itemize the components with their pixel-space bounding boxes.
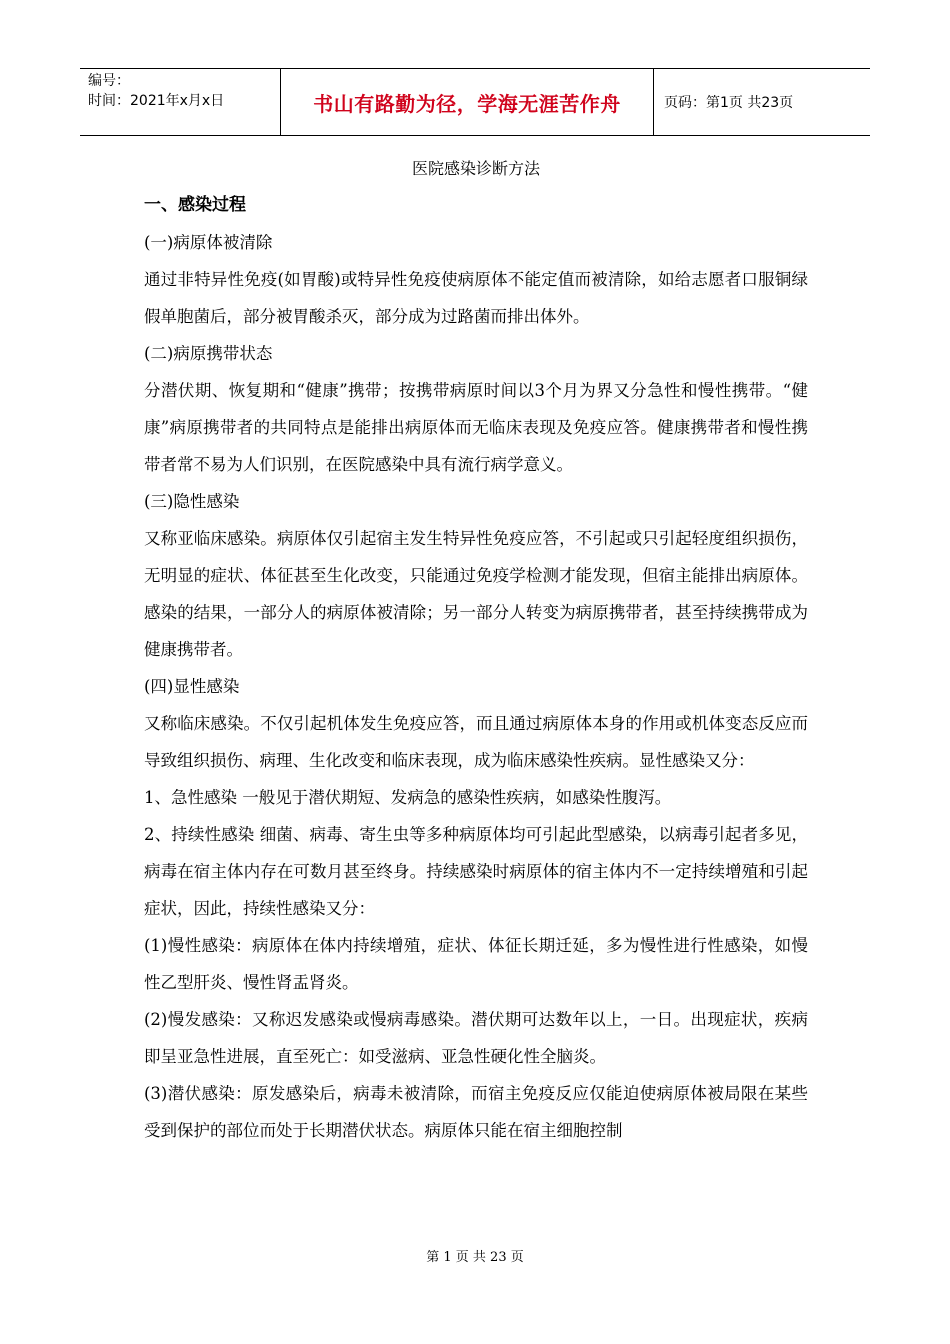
paragraph: 又称临床感染。不仅引起机体发生免疫应答，而且通过病原体本身的作用或机体变态反应而导致组织损伤、病理、生化改变和临床表现，成为临床感染性疾病。显性感染又分： [144,714,808,770]
paragraph: 分潜伏期、恢复期和“健康”携带；按携带病原时间以3个月为界又分急性和慢性携带。“健康”病原携带者的共同特点是能排出病原体而无临床表现及免疫应答。健康携带者和慢性携带者常不易为人们识别，在医院感染中具有流行病学意义。 [144,381,808,474]
document-body [144,152,808,1149]
paragraph: 1、急性感染 一般见于潜伏期短、发病急的感染性疾病，如感染性腹泻。 [144,788,672,807]
date-label: 时间：2021年x月x日 [88,93,225,109]
paragraph: (2)慢发感染：又称迟发感染或慢病毒感染。潜伏期可达数年以上，一日。出现症状，疾病即呈亚急性进展，直至死亡：如受滋病、亚急性硬化性全脑炎。 [144,1010,808,1066]
header-info-cell [80,69,281,135]
paragraph: (二)病原携带状态 [144,344,273,363]
paragraph: (四)显性感染 [144,677,240,696]
paragraph: (1)慢性感染：病原体在体内持续增殖，症状、体征长期迁延，多为慢性进行性感染，如慢性乙型肝炎、慢性肾盂肾炎。 [144,936,808,992]
paragraph: 2、持续性感染 细菌、病毒、寄生虫等多种病原体均可引起此型感染，以病毒引起者多见，病毒在宿主体内存在可数月甚至终身。持续感染时病原体的宿主体内不一定持续增殖和引起症状，因此，持续性感染又分： [144,825,808,918]
page-footer [0,1246,950,1265]
paragraph: 通过非特异性免疫(如胃酸)或特异性免疫使病原体不能定值而被清除，如给志愿者口服铜绿假单胞菌后，部分被胃酸杀灭，部分成为过路菌而排出体外。 [144,270,808,326]
number-label: 编号： [88,73,130,89]
page-info-cell [654,69,870,135]
document-title: 医院感染诊断方法 [411,159,540,178]
footer-page-number: 第 1 页 共 23 页 [426,1250,524,1265]
page-info-text: 页码：第1页 共23页 [664,95,794,111]
motto-cell [281,69,654,135]
paragraph: (三)隐性感染 [144,492,240,511]
paragraph: (3)潜伏感染：原发感染后，病毒未被清除，而宿主免疫反应仅能迫使病原体被局限在某些受到保护的部位而处于长期潜伏状态。病原体只能在宿主细胞控制 [144,1084,808,1140]
paragraph: (一)病原体被清除 [144,233,273,252]
section-heading: 一、感染过程 [144,195,246,215]
paragraph: 又称亚临床感染。病原体仅引起宿主发生特异性免疫应答，不引起或只引起轻度组织损伤，无明显的症状、体征甚至生化改变，只能通过免疫学检测才能发现，但宿主能排出病原体。感染的结果，一部分人的病原体被清除；另一部分人转变为病原携带者，甚至持续携带成为健康携带者。 [144,529,808,659]
motto-text: 书山有路勤为径，学海无涯苦作舟 [313,91,621,116]
header-table [80,68,870,136]
